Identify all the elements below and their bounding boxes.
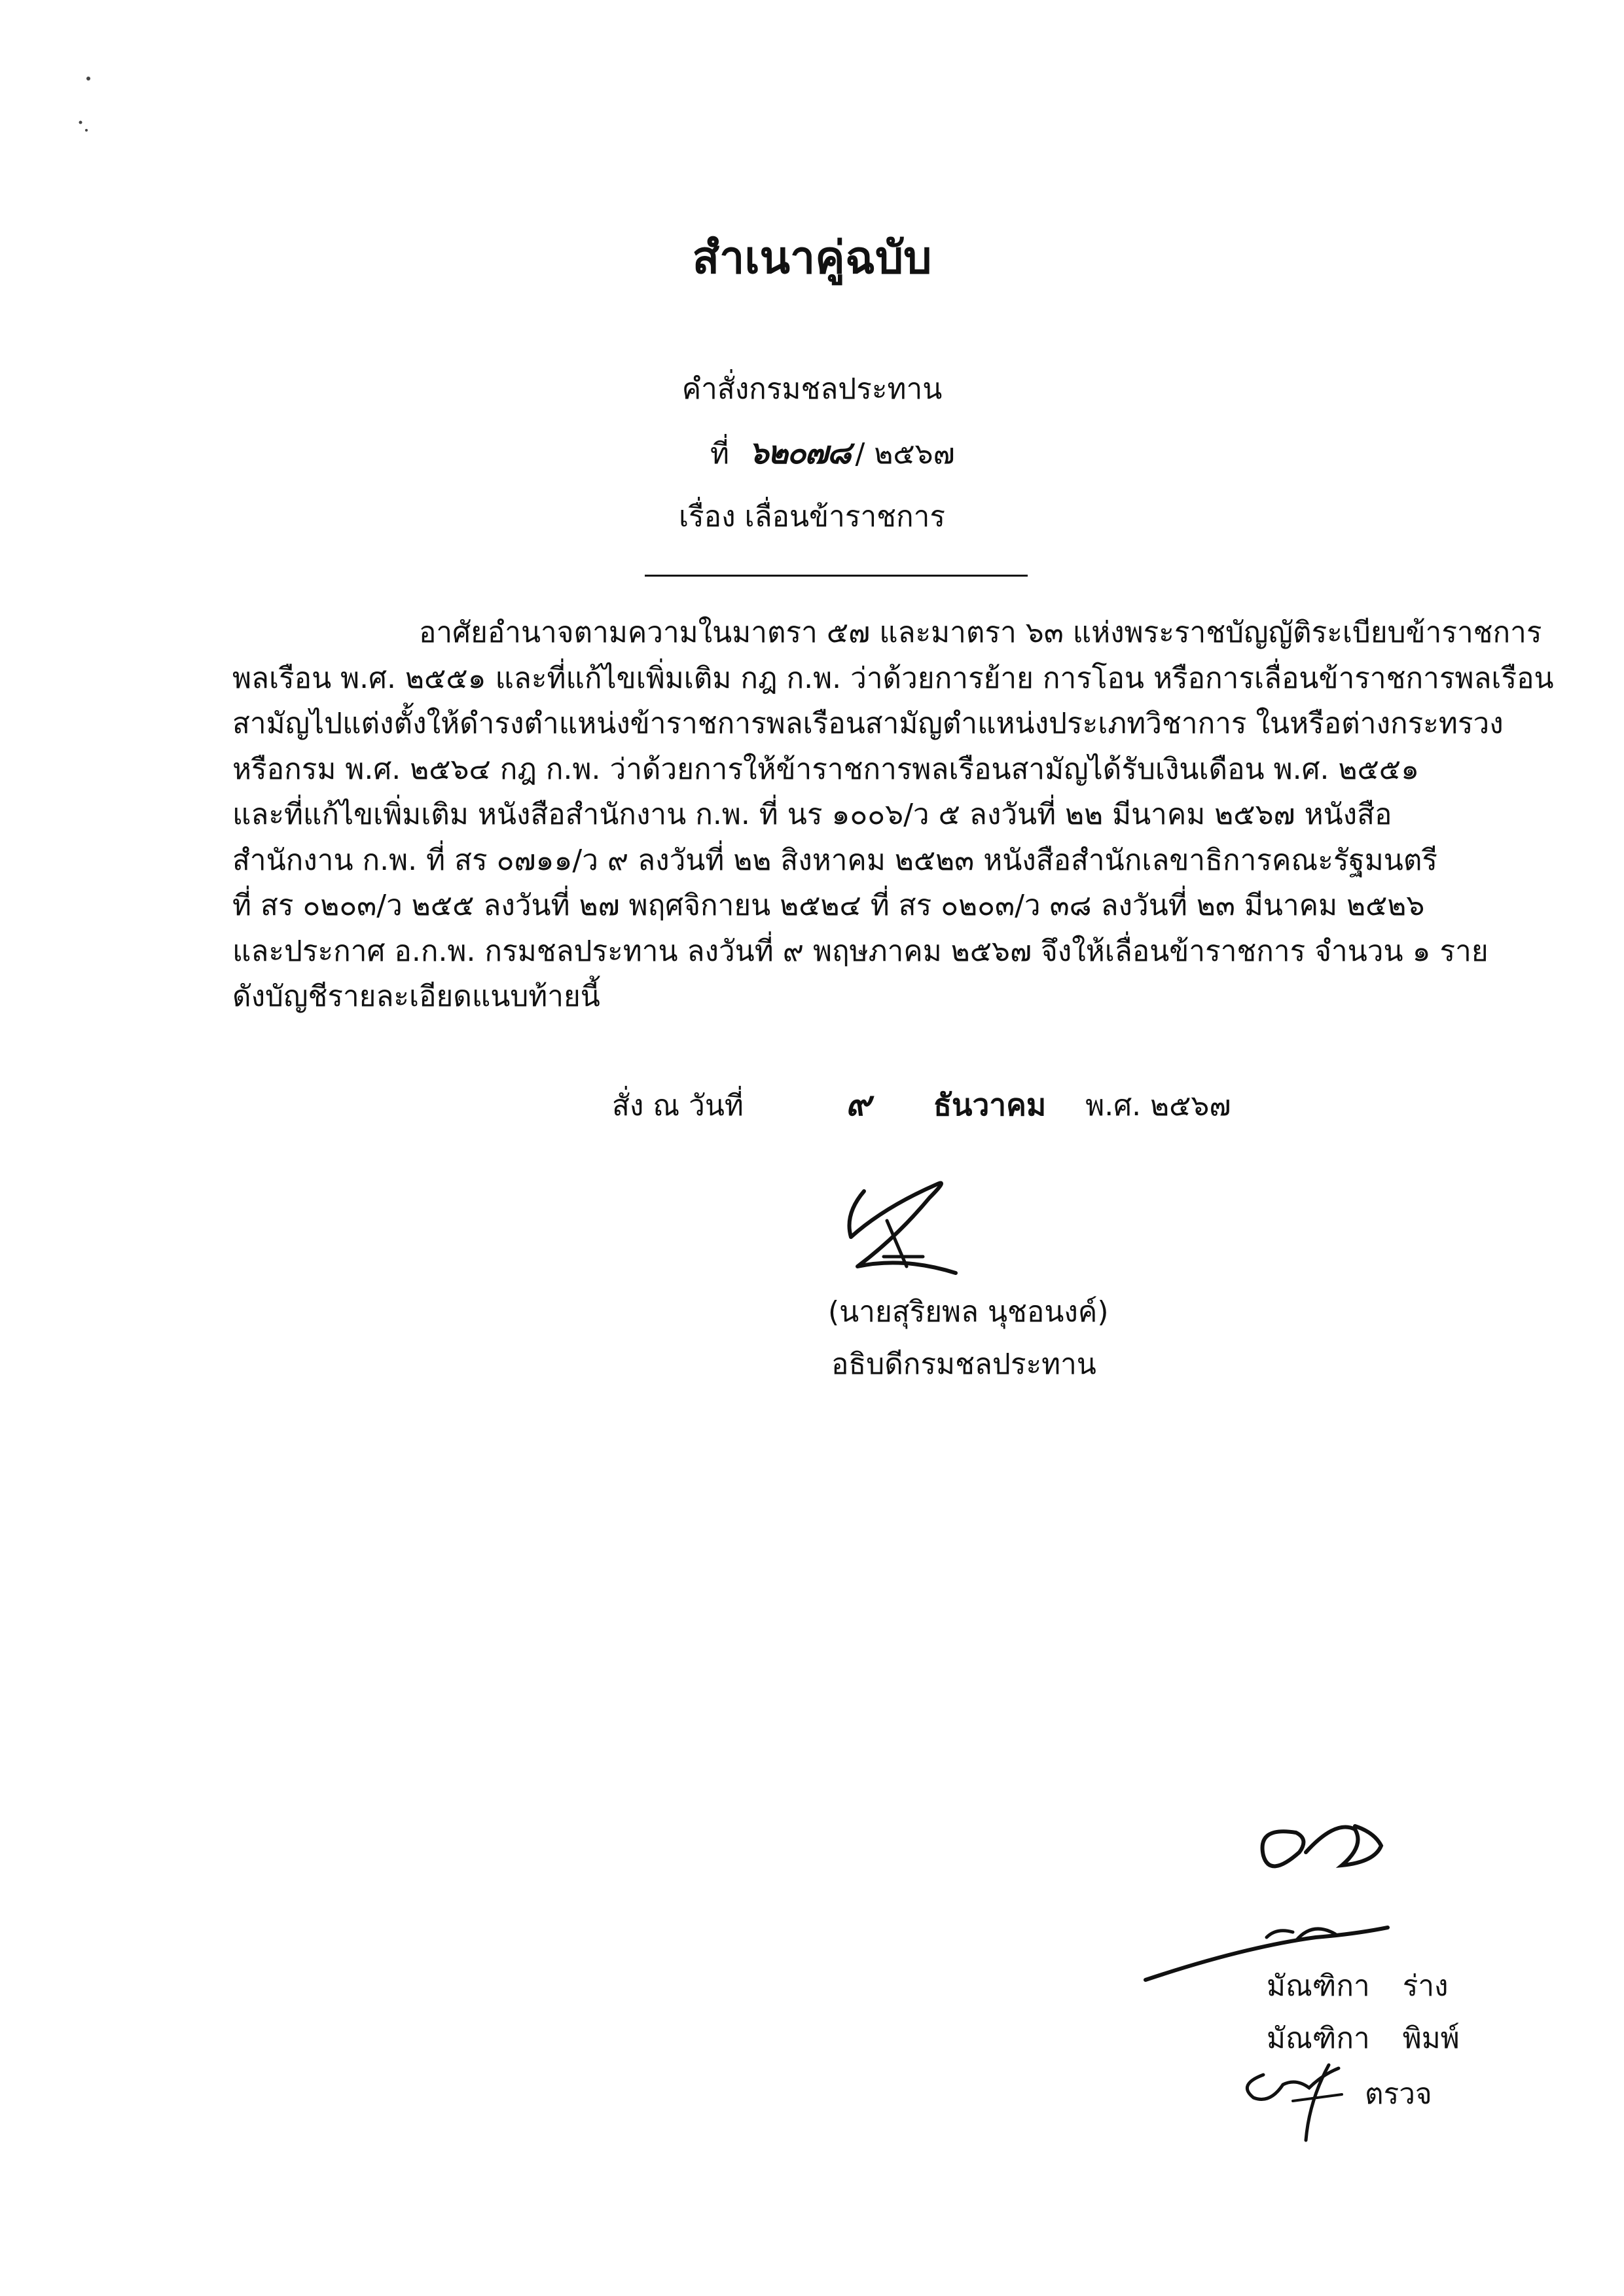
- order-body: [232, 610, 1554, 1020]
- order-title: คำสั่งกรมชลประทาน: [681, 372, 943, 406]
- staff-role: ร่าง: [1402, 1969, 1449, 2003]
- staff-name: มัณฑิกา: [1267, 1969, 1370, 2003]
- staff-role: ตรวจ: [1365, 2077, 1432, 2111]
- body-line: และประกาศ อ.ก.พ. กรมชลประทาน ลงวันที่ ๙ พฤษภาคม ๒๕๖๗ จึงให้เลื่อนข้าราชการ จำนวน ๑ ราย: [232, 934, 1489, 968]
- signer-name: (นายสุริยพล นุชอนงค์): [828, 1295, 1109, 1329]
- given-year: พ.ศ. ๒๕๖๗: [1085, 1089, 1231, 1122]
- director-signature: [825, 1158, 995, 1276]
- order-subject: เรื่อง เลื่อนข้าราชการ: [678, 500, 946, 533]
- order-number-handwritten: ๖๒๐๗๘: [749, 435, 850, 471]
- body-line: สำนักงาน ก.พ. ที่ สร ๐๗๑๑/ว ๙ ลงวันที่ ๒๒ สิงหาคม ๒๕๒๓ หนังสือสำนักเลขาธิการคณะรัฐมนตรี: [232, 843, 1438, 877]
- body-line: ที่ สร ๐๒๐๓/ว ๒๕๕ ลงวันที่ ๒๗ พฤศจิกายน ๒๕๒๔ ที่ สร ๐๒๐๓/ว ๓๘ ลงวันที่ ๒๓ มีนาคม ๒๕๒๖: [232, 889, 1425, 922]
- given-month: ธันวาคม: [933, 1087, 1047, 1122]
- checker-signature: [1231, 2049, 1362, 2147]
- staff-name: มัณฑิกา: [1267, 2022, 1370, 2055]
- scan-speck-marks: [75, 62, 101, 141]
- body-line: และที่แก้ไขเพิ่มเติม หนังสือสำนักงาน ก.พ. ที่ นร ๑๐๐๖/ว ๕ ลงวันที่ ๒๒ มีนาคม ๒๕๖๗ หนังสือ: [232, 798, 1392, 831]
- given-prefix: สั่ง ณ วันที่: [612, 1089, 744, 1122]
- body-line: ดังบัญชีรายละเอียดแนบท้ายนี้: [232, 980, 600, 1013]
- staff-checker: [1365, 2075, 1432, 2114]
- drafter-initials-signature: [1139, 1806, 1414, 1990]
- staff-drafter: [1267, 1967, 1449, 2006]
- order-number-prefix: ที่: [710, 437, 730, 471]
- body-line: สามัญไปแต่งตั้งให้ดำรงตำแหน่งข้าราชการพลเรือนสามัญตำแหน่งประเภทวิชาการ ในหรือต่างกระทรวง: [232, 707, 1504, 740]
- body-line: พลเรือน พ.ศ. ๒๕๕๑ และที่แก้ไขเพิ่มเติม กฎ ก.พ. ว่าด้วยการย้าย การโอน หรือการเลื่อนข้าราชการพลเรือน: [232, 661, 1554, 695]
- body-line: หรือกรม พ.ศ. ๒๕๖๔ กฎ ก.พ. ว่าด้วยการให้ข้าราชการพลเรือนสามัญได้รับเงินเดือน พ.ศ. ๒๕๕๑: [232, 752, 1420, 786]
- divider-line: [645, 575, 1028, 577]
- document-heading: สำเนาคู่ฉบับ: [692, 232, 932, 284]
- body-line: อาศัยอำนาจตามความในมาตรา ๕๗ และมาตรา ๖๓ แห่งพระราชบัญญัติระเบียบข้าราชการ: [419, 616, 1542, 649]
- order-number-suffix: / ๒๕๖๗: [855, 437, 955, 471]
- staff-role: พิมพ์: [1402, 2022, 1460, 2055]
- order-number: [710, 433, 955, 474]
- signer-position: อธิบดีกรมชลประทาน: [831, 1348, 1096, 1381]
- given-day-handwritten: ๙: [845, 1084, 871, 1124]
- given-date-line: [612, 1085, 1231, 1126]
